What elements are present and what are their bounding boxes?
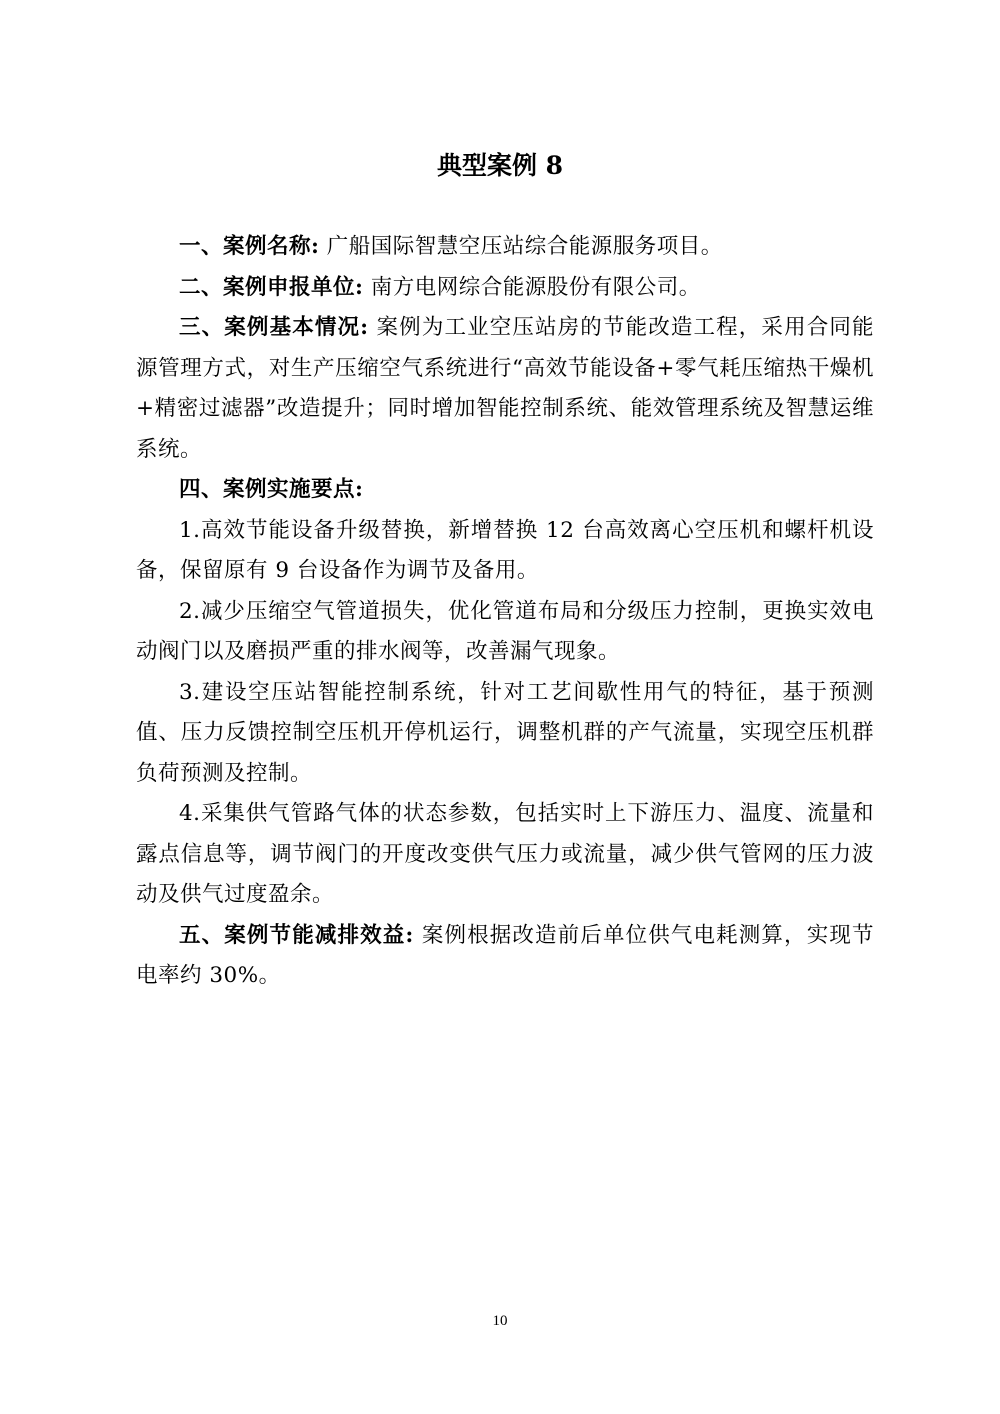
paragraph-lead: 五、案例节能减排效益: [179, 922, 414, 948]
paragraph-text: 3.建设空压站智能控制系统，针对工艺间歇性用气的特征，基于预测值、压力反馈控制空压机开停机运行，调整机群的产气流量，实现空压机群负荷预测及控制。 [136, 679, 874, 786]
paragraph-text: 2.减少压缩空气管道损失，优化管道布局和分级压力控制，更换实效电动阀门以及磨损严重的排水阀等，改善漏气现象。 [136, 598, 874, 664]
paragraph-point-1 [136, 511, 874, 592]
paragraph-lead: 一、案例名称: [179, 234, 320, 259]
paragraph-text: 1.高效节能设备升级替换，新增替换 12 台高效离心空压机和螺杆机设备，保留原有 9 台设备作为调节及备用。 [136, 517, 874, 583]
paragraph-reporting-unit [136, 268, 874, 309]
paragraph-text: 案例根据改造前后单位供气电耗测算，实现节电率约 30%。 [136, 922, 874, 988]
paragraph-lead: 二、案例申报单位: [179, 274, 364, 300]
paragraph-point-4 [136, 794, 874, 916]
paragraph-text: 案例为工业空压站房的节能改造工程，采用合同能源管理方式，对生产压缩空气系统进行“高效节能设备+零气耗压缩热干燥机+精密过滤器”改造提升；同时增加智能控制系统、能效管理系统及智慧运维系统。 [136, 315, 874, 462]
paragraph-benefits [136, 916, 874, 997]
paragraph-text: 4.采集供气管路气体的状态参数，包括实时上下游压力、温度、流量和露点信息等，调节阀门的开度改变供气压力或流量，减少供气管网的压力波动及供气过度盈余。 [136, 801, 874, 907]
paragraph-point-3 [136, 673, 874, 795]
paragraph-text: 南方电网综合能源股份有限公司。 [363, 274, 701, 300]
paragraph-basic-info [136, 308, 874, 470]
paragraph-text: 广船国际智慧空压站综合能源服务项目。 [319, 234, 723, 259]
paragraph-case-name [136, 227, 874, 268]
paragraph-point-2 [136, 592, 874, 673]
document-body [136, 227, 874, 997]
paragraph-lead: 四、案例实施要点: [179, 477, 364, 502]
paragraph-lead: 三、案例基本情况: [179, 315, 369, 340]
document-title: 典型案例 8 [436, 151, 564, 180]
page-number: 10 [492, 1313, 508, 1329]
paragraph-key-points-heading [136, 470, 874, 511]
